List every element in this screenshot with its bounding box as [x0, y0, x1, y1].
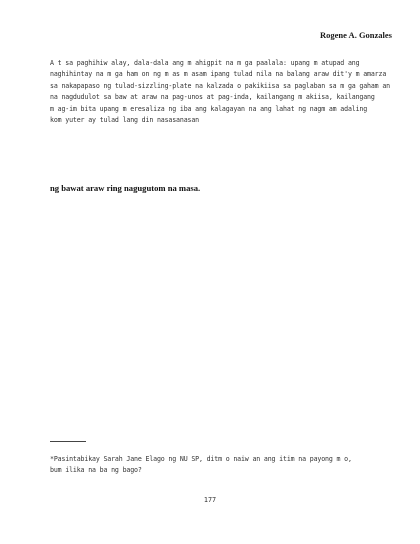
- page-number: 177: [203, 496, 217, 504]
- footnote-divider: [50, 441, 86, 442]
- paragraph-line: sa nakapapaso ng tulad-sizzling-plate na kalzada o pakikiisa sa paglaban sa m ga gaham an: [50, 81, 390, 90]
- running-head-author: Rogene A. Gonzales: [319, 30, 392, 40]
- paragraph-line: kom yuter ay tulad lang din nasasanasan: [50, 116, 199, 125]
- body-paragraph: [50, 58, 390, 126]
- footnote-line: bum ilika na ba ng bago?: [50, 466, 142, 475]
- footnote-line: *Pasintabikay Sarah Jane Elago ng NU SP, ditm o naiw an ang itim na payong m o,: [50, 455, 352, 463]
- paragraph-line: A t sa paghihiw alay, dala-dala ang m ahigpit na m ga paalala: upang m atupad ang: [50, 59, 360, 67]
- paragraph-line: m ag-im bita upang m eresaliza ng iba ang kalagayan na ang lahat ng nagm am adaling: [50, 104, 368, 113]
- footnote: [50, 454, 370, 477]
- paragraph-line: na nagdudulot sa baw at araw na pag-unos at pag-inda, kailangang m akiisa, kailangang: [50, 93, 375, 102]
- paragraph-line: naghihintay na m ga ham on ng m as m asam ipang tulad nila na balang araw dit'y m amarza: [50, 70, 387, 79]
- bold-line: ng bawat araw ring nagugutom na masa.: [50, 183, 201, 193]
